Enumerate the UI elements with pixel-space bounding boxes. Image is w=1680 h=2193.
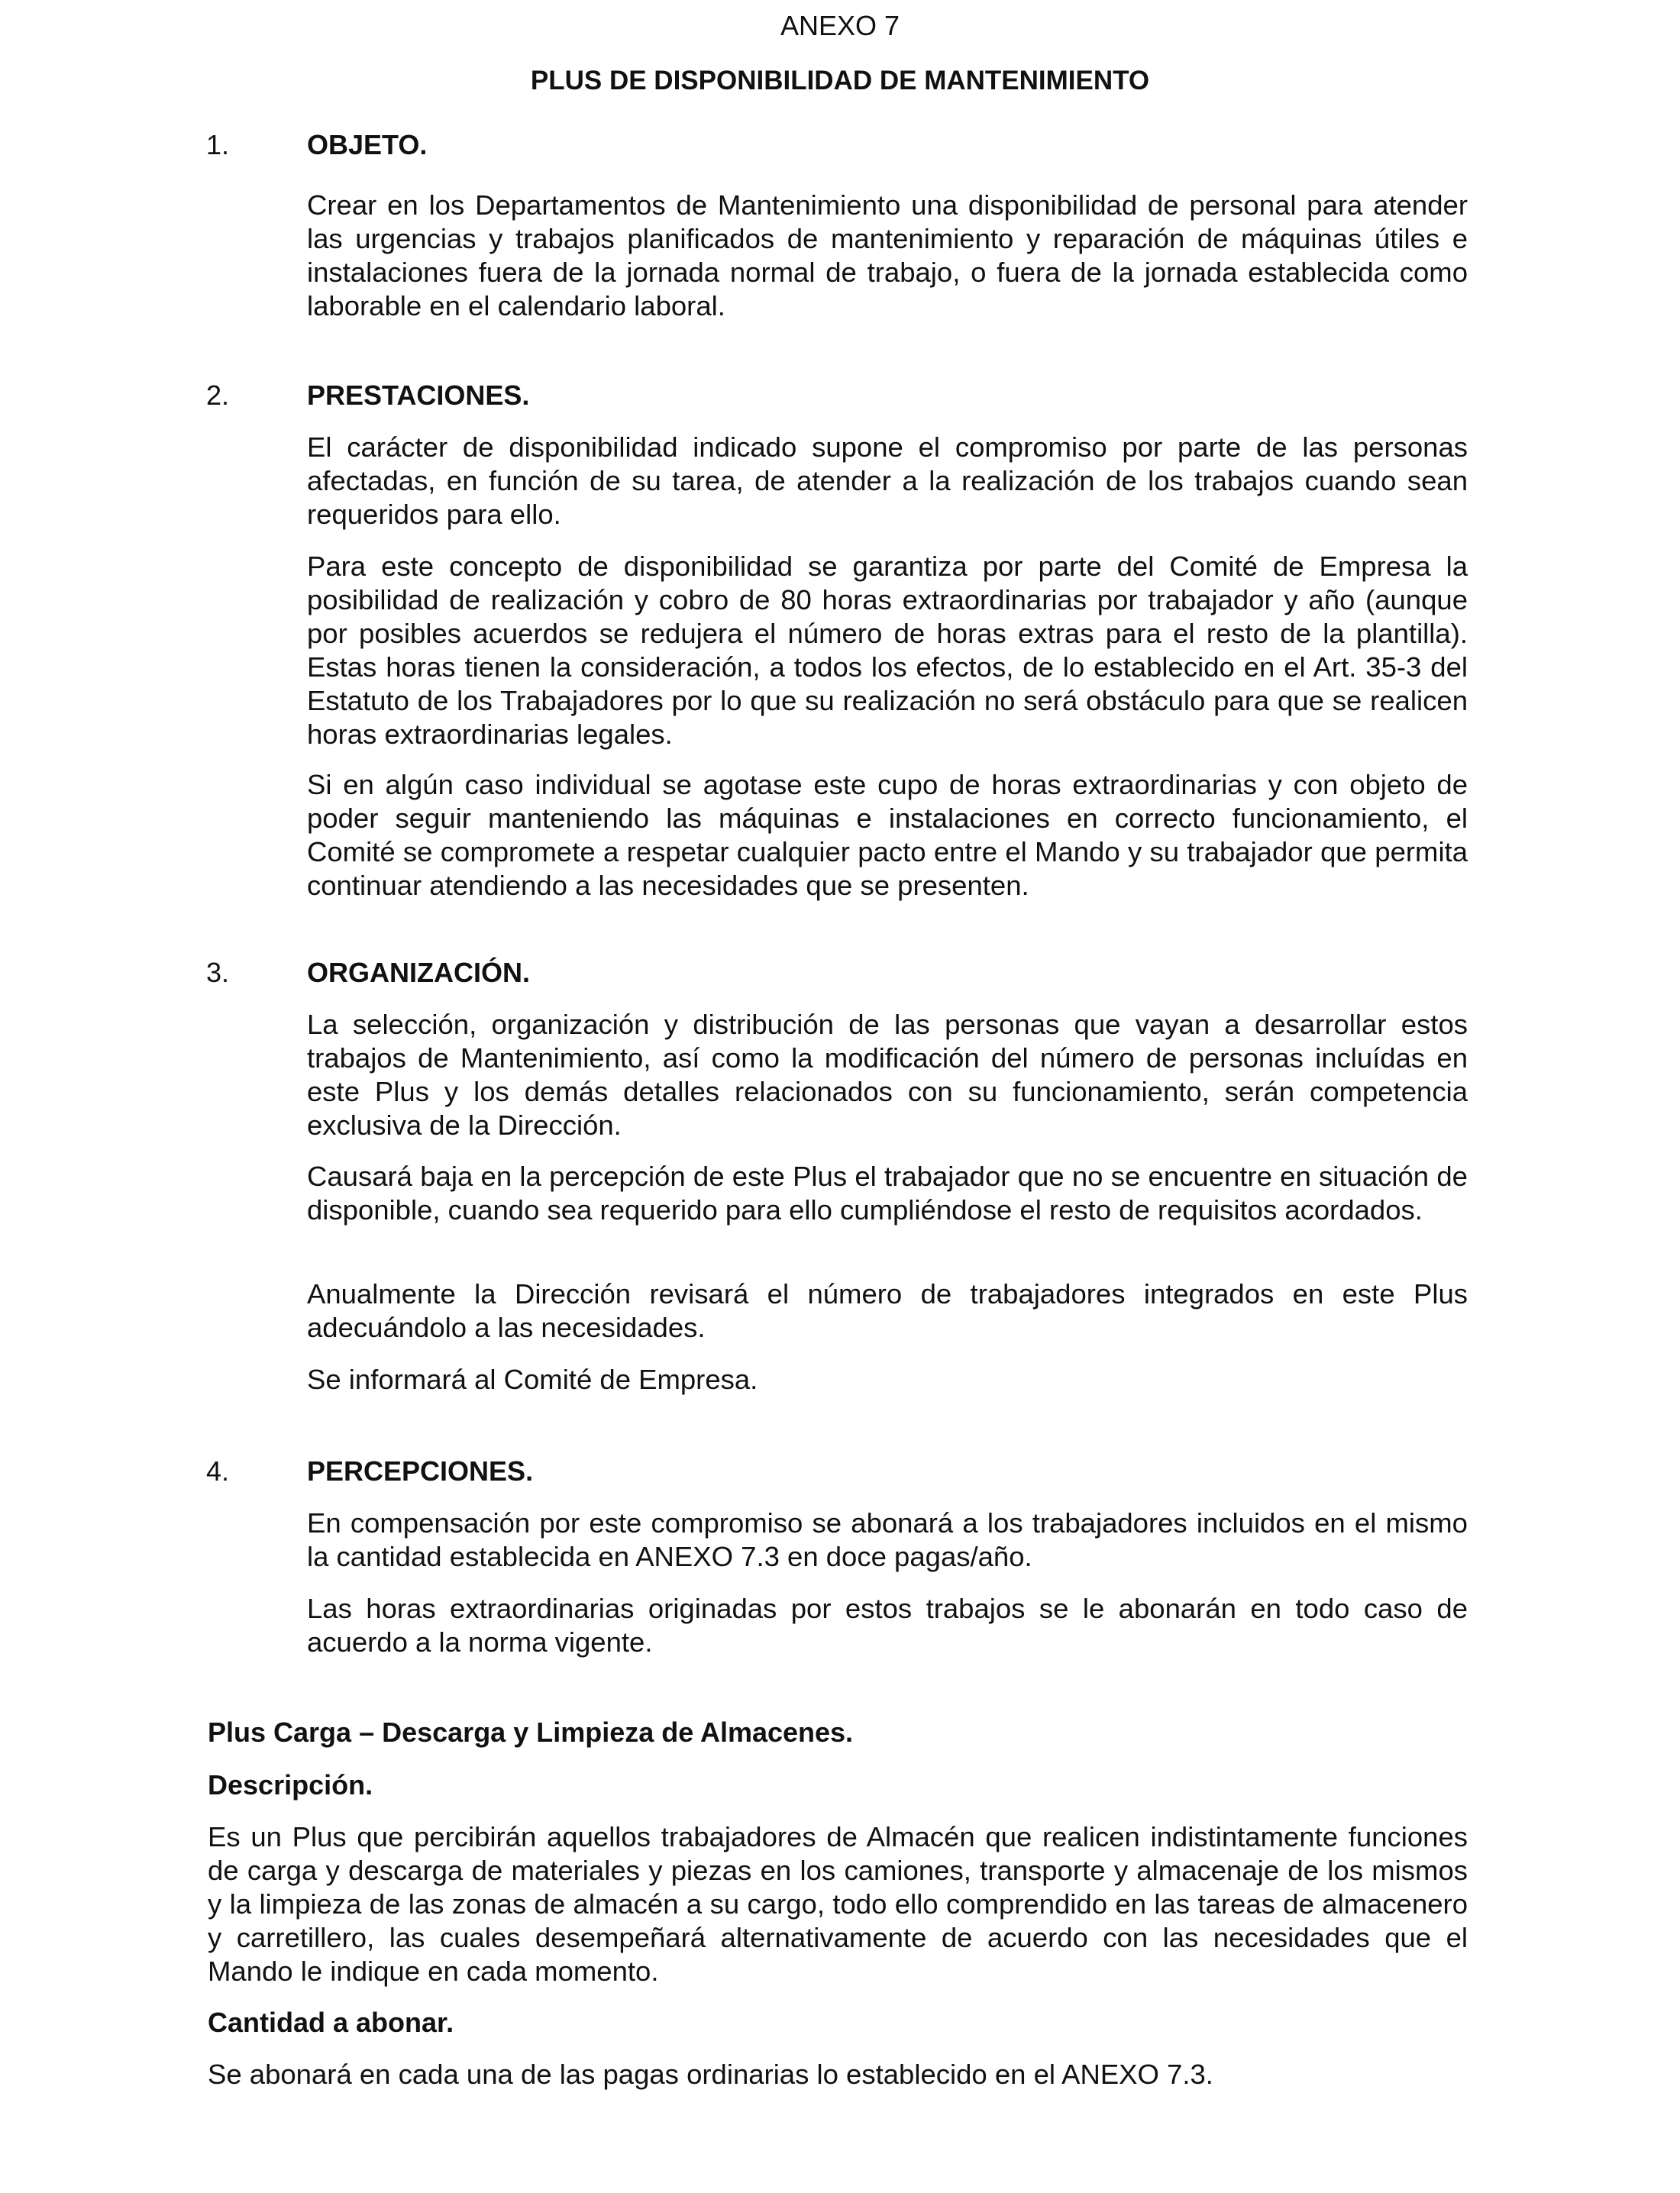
description-paragraph: Es un Plus que percibirán aquellos trabajadores de Almacén que realicen indistintamente funciones de carga y descarga de materiales y piezas en los camiones, transporte y almacenaje de los mismos y la limpieza de las zonas de almacén a su cargo, todo ello comprendido en las tareas de almacenero y carretillero, las cuales desempeñará alternativamente de acuerdo con las necesidades que el Mando le indique en cada momento.	[208, 1821, 1468, 1987]
section-4-paragraph-1: En compensación por este compromiso se abonará a los trabajadores incluidos en el mismo la cantidad establecida en ANEXO 7.3 en doce pagas/año.	[307, 1507, 1468, 1572]
section-3-paragraph-2: Causará baja en la percepción de este Plus el trabajador que no se encuentre en situación de disponible, cuando sea requerido para ello cumpliéndose el resto de requisitos acordados.	[307, 1161, 1468, 1226]
section-1-number: 1.	[206, 129, 230, 160]
section-3-title: ORGANIZACIÓN.	[307, 957, 530, 988]
section-2-number: 2.	[206, 379, 230, 411]
section-4-number: 4.	[206, 1455, 230, 1487]
amount-heading: Cantidad a abonar.	[208, 2007, 454, 2038]
document-title: PLUS DE DISPONIBILIDAD DE MANTENIMIENTO	[530, 66, 1150, 95]
section-2-title: PRESTACIONES.	[307, 379, 530, 411]
section-2-paragraph-1: El carácter de disponibilidad indicado supone el compromiso por parte de las personas afectadas, en función de su tarea, de atender a la realización de los trabajos cuando sean requeridos para ello.	[307, 431, 1468, 530]
description-heading: Descripción.	[208, 1769, 373, 1801]
section-2-paragraph-2: Para este concepto de disponibilidad se garantiza por parte del Comité de Empresa la posibilidad de realización y cobro de 80 horas extraordinarias por trabajador y año (aunque por posibles acuerdos se redujera el número de horas extras para el resto de la plantilla). Estas horas tienen la consideración, a todos los efectos, de lo establecido en el Art. 35-3 del Estatuto de los Trabajadores por lo que su realización no será obstáculo para que se realicen horas extraordinarias legales.	[307, 551, 1468, 750]
section-3-paragraph-3: Anualmente la Dirección revisará el número de trabajadores integrados en este Plus adecuándolo a las necesidades.	[307, 1278, 1468, 1343]
section-1-paragraph-1: Crear en los Departamentos de Mantenimiento una disponibilidad de personal para atender las urgencias y trabajos planificados de mantenimiento y reparación de máquinas útiles e instalaciones fuera de la jornada normal de trabajo, o fuera de la jornada establecida como laborable en el calendario laboral.	[307, 189, 1468, 321]
annex-label: ANEXO 7	[780, 10, 900, 41]
plus-carga-title: Plus Carga – Descarga y Limpieza de Almacenes.	[208, 1717, 854, 1748]
section-4-title: PERCEPCIONES.	[307, 1455, 534, 1487]
section-1-title: OBJETO.	[307, 129, 428, 160]
section-3-paragraph-1: La selección, organización y distribución de las personas que vayan a desarrollar estos trabajos de Mantenimiento, así como la modificación del número de personas incluídas en este Plus y los demás detalles relacionados con su funcionamiento, serán competencia exclusiva de la Dirección.	[307, 1009, 1468, 1141]
section-3-paragraph-4: Se informará al Comité de Empresa.	[307, 1364, 758, 1395]
section-3-number: 3.	[206, 957, 230, 988]
section-4-paragraph-2: Las horas extraordinarias originadas por estos trabajos se le abonarán en todo caso de acuerdo a la norma vigente.	[307, 1593, 1468, 1658]
section-2-paragraph-3: Si en algún caso individual se agotase este cupo de horas extraordinarias y con objeto de poder seguir manteniendo las máquinas e instalaciones en correcto funcionamiento, el Comité se compromete a respetar cualquier pacto entre el Mando y su trabajador que permita continuar atendiendo a las necesidades que se presenten.	[307, 769, 1468, 901]
amount-paragraph: Se abonará en cada una de las pagas ordinarias lo establecido en el ANEXO 7.3.	[208, 2059, 1213, 2090]
